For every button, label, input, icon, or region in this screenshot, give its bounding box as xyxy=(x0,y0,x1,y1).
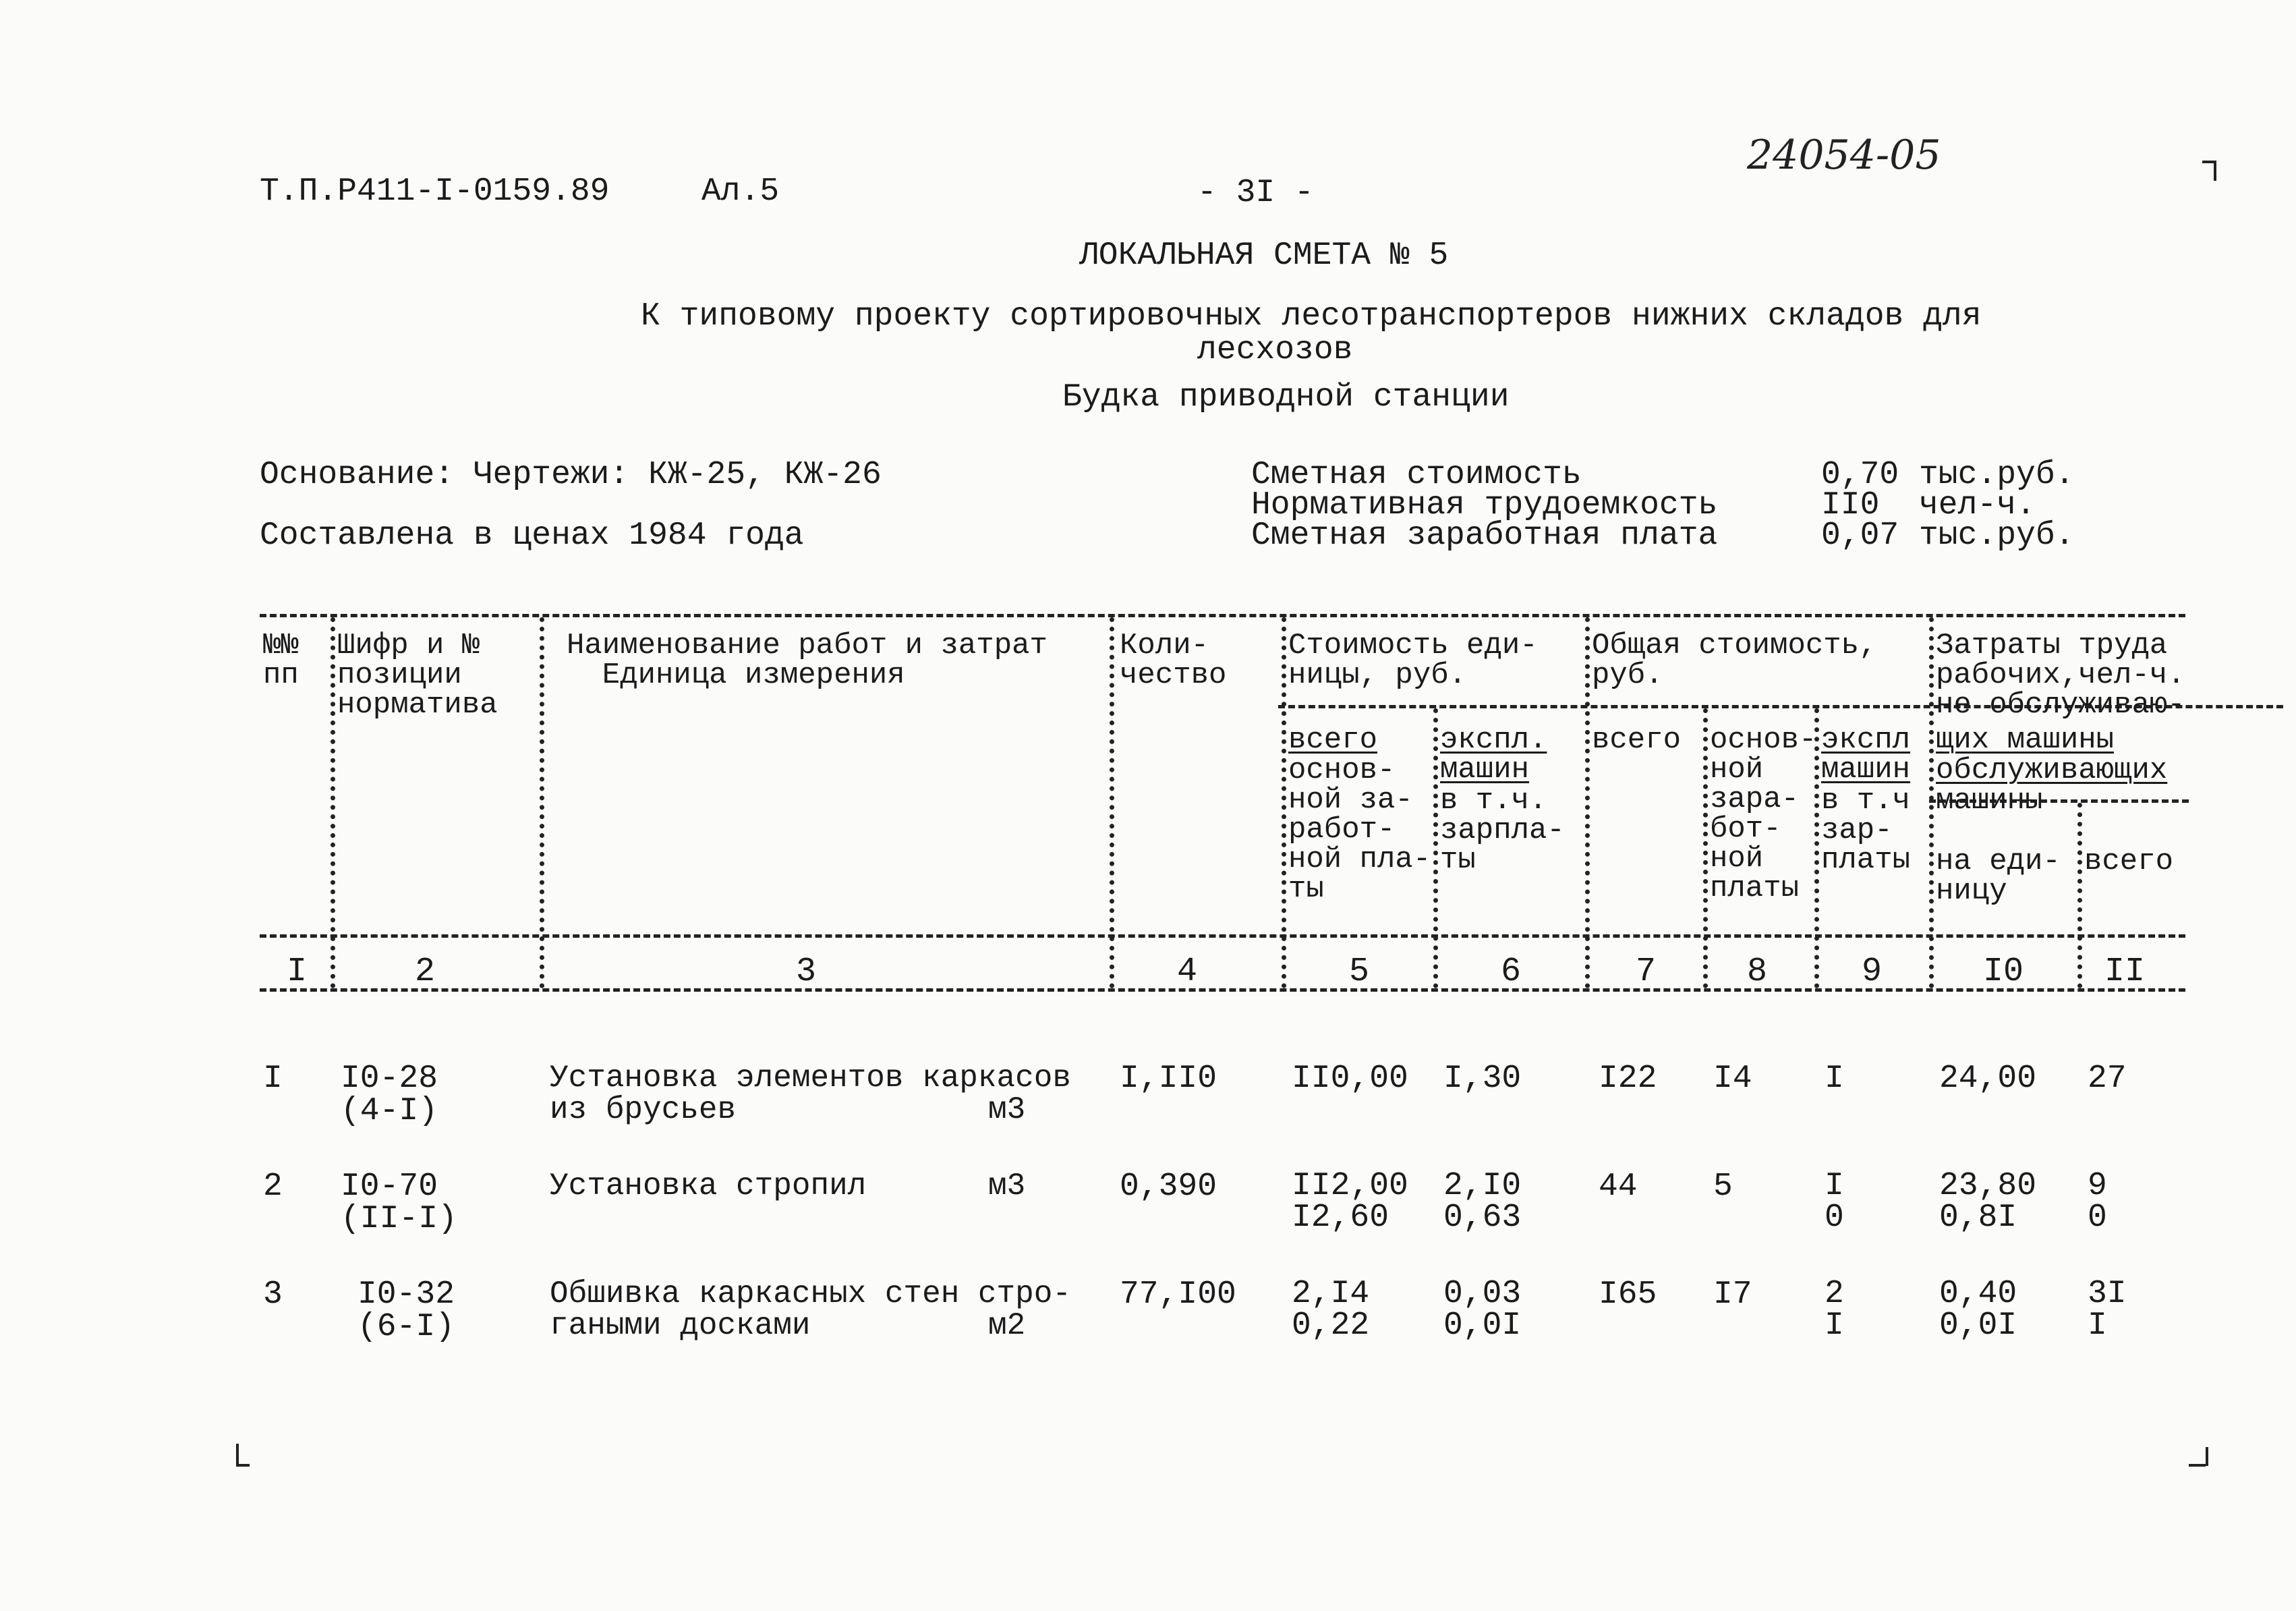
row2-col5: II2,00 I2,60 xyxy=(1292,1168,1408,1237)
col-divider-3 xyxy=(1110,617,1114,988)
summary-unit-labor: чел-ч. xyxy=(1919,487,2036,524)
row3-col6: 0,03 0,0I xyxy=(1443,1276,1522,1345)
column-number-10: I0 xyxy=(1982,953,2024,991)
row2-unit: м3 xyxy=(988,1168,1026,1204)
row1-col8: I4 xyxy=(1713,1061,1752,1097)
summary-unit-cost: тыс.руб. xyxy=(1919,457,2075,493)
table-top-rule xyxy=(260,614,2185,617)
col-divider-7 xyxy=(1703,708,1708,988)
header-col8-wages: основ- ной зара- бот- ной платы xyxy=(1710,723,1817,905)
header-col10-per-unit: на еди- ницу xyxy=(1936,845,2061,908)
column-number-3: 3 xyxy=(795,953,816,991)
header-labor-serving: обслуживающих xyxy=(1936,754,2168,787)
table-header-bottom-rule xyxy=(260,934,2185,938)
col-divider-4 xyxy=(1282,617,1286,988)
header-labor-not-serving: щих машины xyxy=(1936,723,2115,757)
crop-mark-bottom-right xyxy=(2189,1464,2206,1467)
row3-col8: I7 xyxy=(1713,1276,1752,1313)
basis-prices: Составлена в ценах 1984 года xyxy=(260,517,804,554)
row2-quantity: 0,390 xyxy=(1120,1168,1217,1205)
column-number-7: 7 xyxy=(1635,953,1656,991)
header-col9-machines: экспл машин xyxy=(1821,723,1911,787)
header-col6-machines: экспл. машин xyxy=(1440,723,1547,787)
column-number-2: 2 xyxy=(414,953,435,991)
row1-unit: м3 xyxy=(988,1092,1026,1127)
estimate-title: ЛОКАЛЬНАЯ СМЕТА № 5 xyxy=(1079,237,1449,274)
header-work-name: Наименование работ и затрат Единица измерения xyxy=(567,629,1047,692)
row1-number: I xyxy=(263,1061,283,1097)
summary-unit-wages: тыс.руб. xyxy=(1919,517,2075,554)
summary-label-labor: Нормативная трудоемкость xyxy=(1251,487,1718,524)
summary-label-cost: Сметная стоимость xyxy=(1251,457,1582,493)
summary-value-cost: 0,70 xyxy=(1821,457,1899,493)
row1-name: Установка элементов каркасов из брусьев xyxy=(550,1061,1071,1127)
object-name: Будка приводной станции xyxy=(1062,379,1510,416)
header-total-cost: Общая стоимость, руб. xyxy=(1592,629,1877,692)
column-number-5: 5 xyxy=(1348,953,1369,991)
row1-col9: I xyxy=(1825,1061,1844,1097)
crop-mark-bottom-right-v xyxy=(2206,1447,2208,1466)
album-number: Ал.5 xyxy=(701,173,780,210)
header-quantity: Коли- чество xyxy=(1120,629,1227,692)
row2-name: Установка стропил xyxy=(550,1168,867,1204)
page-number: - 3I - xyxy=(1197,175,1314,211)
col-divider-2 xyxy=(540,617,544,988)
header-col7-total: всего xyxy=(1592,723,1682,757)
row2-col10: 23,80 0,8I xyxy=(1939,1168,2037,1237)
header-col5-total: всего xyxy=(1288,723,1378,757)
row3-number: 3 xyxy=(263,1276,283,1313)
summary-value-labor: II0 xyxy=(1821,487,1880,524)
header-code: Шифр и № позиции норматива xyxy=(337,629,498,722)
crop-mark-bottom-left-v xyxy=(236,1444,239,1464)
row3-col10: 0,40 0,0I xyxy=(1939,1276,2017,1345)
row3-code: I0-32 (6-I) xyxy=(357,1276,455,1345)
col-divider-5 xyxy=(1433,708,1438,988)
col-divider-9 xyxy=(1929,617,1934,988)
column-number-8: 8 xyxy=(1746,953,1767,991)
project-line-1: К типовому проекту сортировочных лесотранспортеров нижних складов для xyxy=(641,298,1982,335)
row1-col5: II0,00 xyxy=(1292,1061,1408,1097)
row1-quantity: I,II0 xyxy=(1120,1061,1217,1097)
project-line-2: лесхозов xyxy=(1197,332,1353,368)
row1-col6: I,30 xyxy=(1443,1061,1522,1097)
header-col5-wages: основ- ной за- работ- ной пла- ты xyxy=(1288,754,1431,906)
header-labor-machines: машины xyxy=(1936,784,2043,818)
row2-col7: 44 xyxy=(1599,1168,1638,1205)
row3-col5: 2,I4 0,22 xyxy=(1292,1276,1370,1345)
row2-number: 2 xyxy=(263,1168,283,1205)
row3-unit: м2 xyxy=(988,1308,1026,1343)
header-col11-total: всего xyxy=(2084,845,2174,878)
summary-label-wages: Сметная заработная плата xyxy=(1251,517,1718,554)
column-number-9: 9 xyxy=(1861,953,1882,991)
row2-col6: 2,I0 0,63 xyxy=(1443,1168,1522,1237)
col-divider-1 xyxy=(331,617,335,988)
header-row-number: №№ пп xyxy=(263,629,299,692)
row2-code: I0-70 (II-I) xyxy=(341,1168,457,1237)
row1-col7: I22 xyxy=(1599,1061,1657,1097)
column-number-6: 6 xyxy=(1500,953,1521,991)
doc-code: Т.П.Р411-I-0159.89 xyxy=(260,173,610,210)
header-labor: Затраты труда рабочих,чел-ч. не обслуживаю- xyxy=(1936,629,2185,722)
row1-col11: 27 xyxy=(2088,1061,2127,1097)
row3-quantity: 77,I00 xyxy=(1120,1276,1236,1313)
row2-col11: 9 0 xyxy=(2088,1168,2107,1237)
col-divider-10 xyxy=(2077,803,2082,988)
crop-mark-bottom-left xyxy=(236,1464,250,1467)
col-divider-6 xyxy=(1585,617,1590,988)
row3-col11: 3I I xyxy=(2088,1276,2127,1345)
handwritten-number: 24054-05 xyxy=(1747,132,1941,179)
row1-col10: 24,00 xyxy=(1939,1061,2037,1097)
row1-code: I0-28 (4-I) xyxy=(341,1061,438,1129)
row2-col9: I 0 xyxy=(1825,1168,1844,1237)
basis-drawings: Основание: Чертежи: КЖ-25, КЖ-26 xyxy=(260,457,882,493)
header-col6-wages: в т.ч. зарпла- ты xyxy=(1440,784,1565,877)
row3-col7: I65 xyxy=(1599,1276,1657,1313)
row3-name: Обшивка каркасных стен стро- гаными досками xyxy=(550,1276,1071,1343)
crop-mark-top-right-v xyxy=(2214,161,2216,181)
row3-col9: 2 I xyxy=(1825,1276,1844,1345)
header-unit-cost: Стоимость еди- ницы, руб. xyxy=(1288,629,1538,692)
crop-mark-top-right xyxy=(2202,161,2214,163)
row2-col8: 5 xyxy=(1713,1168,1733,1205)
header-col9-wages: в т.ч зар- платы xyxy=(1821,784,1911,877)
column-number-11: II xyxy=(2104,953,2145,991)
column-number-1: I xyxy=(286,953,307,991)
column-number-4: 4 xyxy=(1176,953,1197,991)
summary-value-wages: 0,07 xyxy=(1821,517,1899,554)
